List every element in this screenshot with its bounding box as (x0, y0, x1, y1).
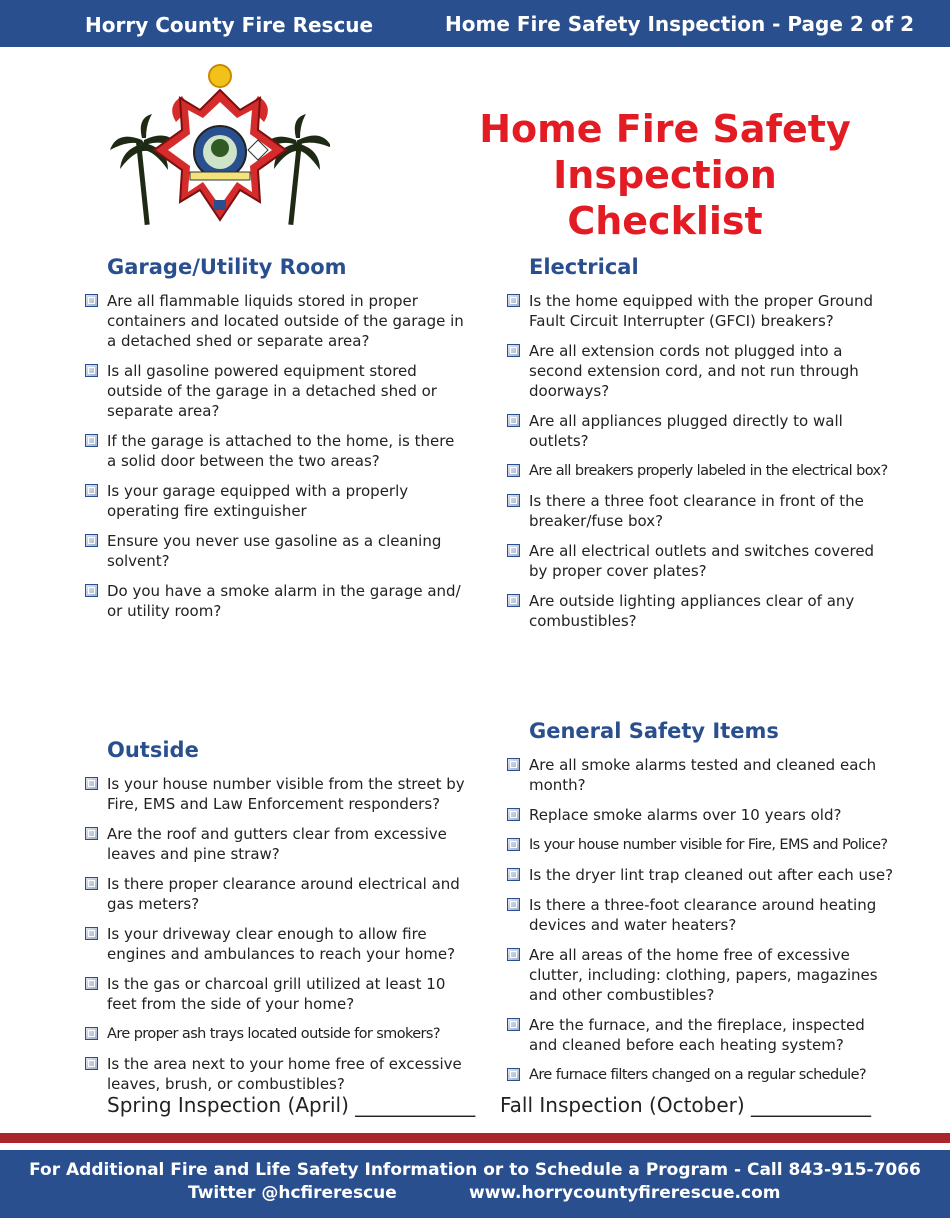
checklist-item (85, 581, 465, 621)
checklist-item (85, 1054, 465, 1094)
checkbox-icon[interactable] (507, 344, 520, 357)
item-text: Are furnace filters changed on a regular schedule? (529, 1067, 867, 1083)
checkbox-icon[interactable] (85, 777, 98, 790)
footer-website[interactable]: www.horrycountyfirerescue.com (469, 1183, 781, 1203)
checklist-item (507, 291, 897, 331)
checkbox-icon[interactable] (85, 484, 98, 497)
title-line-1: Home Fire Safety (479, 107, 851, 151)
checklist-item (507, 411, 897, 451)
checkbox-icon[interactable] (507, 758, 520, 771)
general-heading: General Safety Items (529, 719, 779, 743)
checklist-item (85, 974, 465, 1014)
item-text: Is the dryer lint trap cleaned out after each use? (529, 866, 894, 884)
checkbox-icon[interactable] (507, 594, 520, 607)
checklist-item (85, 531, 465, 571)
item-text: Is your garage equipped with a properly operating fire extinguisher (107, 482, 409, 520)
checkbox-icon[interactable] (85, 534, 98, 547)
item-text: Is there a three-foot clearance around heating devices and water heaters? (529, 896, 877, 934)
checklist-item (507, 865, 897, 885)
item-text: Is the gas or charcoal grill utilized at least 10 feet from the side of your home? (107, 975, 446, 1013)
electrical-heading: Electrical (529, 255, 639, 279)
checkbox-icon[interactable] (85, 434, 98, 447)
checklist-item (507, 945, 897, 1005)
item-text: Are the furnace, and the fireplace, inspected and cleaned before each heating system? (529, 1016, 865, 1054)
checkbox-icon[interactable] (85, 1027, 98, 1040)
checkbox-icon[interactable] (85, 294, 98, 307)
header-page-title: Home Fire Safety Inspection - Page 2 of 2 (445, 12, 915, 36)
general-section (507, 719, 897, 1095)
checkbox-icon[interactable] (507, 414, 520, 427)
checklist-item (507, 835, 897, 855)
checklist-item (507, 591, 897, 631)
spring-inspection-line[interactable]: Spring Inspection (April) ____________ (107, 1093, 476, 1117)
garage-heading: Garage/Utility Room (107, 255, 347, 279)
item-text: Is your driveway clear enough to allow fire engines and ambulances to reach your home? (107, 925, 456, 963)
checkbox-icon[interactable] (85, 1057, 98, 1070)
checkbox-icon[interactable] (85, 827, 98, 840)
fire-rescue-logo-icon (110, 60, 330, 240)
checkbox-icon[interactable] (85, 877, 98, 890)
checkbox-icon[interactable] (507, 1018, 520, 1031)
checklist-item (85, 824, 465, 864)
checkbox-icon[interactable] (85, 364, 98, 377)
checkbox-icon[interactable] (85, 927, 98, 940)
checklist-item (507, 805, 897, 825)
checklist-item (85, 361, 465, 421)
item-text: Is your house number visible from the street by Fire, EMS and Law Enforcement responders? (107, 775, 465, 813)
header-org: Horry County Fire Rescue (85, 13, 374, 37)
checklist-item (507, 341, 897, 401)
item-text: Are proper ash trays located outside for smokers? (107, 1026, 440, 1042)
checklist-item (507, 491, 897, 531)
item-text: Is the area next to your home free of excessive leaves, brush, or combustibles? (107, 1055, 462, 1093)
checkbox-icon[interactable] (507, 808, 520, 821)
checkbox-icon[interactable] (507, 544, 520, 557)
item-text: Are all breakers properly labeled in the electrical box? (529, 463, 888, 479)
item-text: Replace smoke alarms over 10 years old? (529, 806, 842, 824)
checklist-item (507, 541, 897, 581)
header-bar (0, 0, 950, 47)
checkbox-icon[interactable] (507, 898, 520, 911)
item-text: Are all electrical outlets and switches covered by proper cover plates? (529, 542, 875, 580)
outside-heading: Outside (107, 738, 199, 762)
title-line-2: Inspection Checklist (553, 153, 777, 243)
checkbox-icon[interactable] (507, 838, 520, 851)
item-text: If the garage is attached to the home, is there a solid door between the two areas? (107, 432, 455, 470)
item-text: Are all appliances plugged directly to wall outlets? (529, 412, 843, 450)
checklist-item (507, 895, 897, 935)
item-text: Is there a three foot clearance in front of the breaker/fuse box? (529, 492, 864, 530)
checkbox-icon[interactable] (507, 1068, 520, 1081)
checklist-item (85, 1024, 465, 1044)
electrical-section (507, 255, 897, 641)
item-text: Is the home equipped with the proper Ground Fault Circuit Interrupter (GFCI) breakers? (529, 292, 874, 330)
item-text: Are all extension cords not plugged into a second extension cord, and not run through doorways? (529, 342, 859, 400)
item-text: Are all areas of the home free of excessive clutter, including: clothing, papers, magazines and other combustibles? (529, 946, 878, 1004)
footer-twitter[interactable]: Twitter @hcfirerescue (188, 1183, 397, 1203)
checklist-item (507, 755, 897, 795)
item-text: Do you have a smoke alarm in the garage and/ or utility room? (107, 582, 461, 620)
checkbox-icon[interactable] (85, 584, 98, 597)
checkbox-icon[interactable] (507, 464, 520, 477)
item-text: Is there proper clearance around electrical and gas meters? (107, 875, 460, 913)
checkbox-icon[interactable] (85, 977, 98, 990)
checkbox-icon[interactable] (507, 294, 520, 307)
item-text: Are all flammable liquids stored in proper containers and located outside of the garage in a detached shed or separate area? (107, 292, 464, 350)
checklist-item (85, 481, 465, 521)
checklist-item (507, 1015, 897, 1055)
checkbox-icon[interactable] (507, 494, 520, 507)
garage-section (85, 255, 465, 631)
checklist-item (507, 1065, 897, 1085)
checklist-item (85, 874, 465, 914)
item-text: Ensure you never use gasoline as a cleaning solvent? (107, 532, 442, 570)
page-title (450, 106, 880, 244)
item-text: Are the roof and gutters clear from excessive leaves and pine straw? (107, 825, 447, 863)
checklist-item (85, 431, 465, 471)
footer-info: For Additional Fire and Life Safety Information or to Schedule a Program - Call 843-915-7066 (29, 1160, 921, 1180)
checklist-item (85, 774, 465, 814)
checklist-item (85, 291, 465, 351)
checklist-item (507, 461, 897, 481)
item-text: Is all gasoline powered equipment stored outside of the garage in a detached shed or separate area? (107, 362, 437, 420)
item-text: Are all smoke alarms tested and cleaned each month? (529, 756, 877, 794)
item-text: Are outside lighting appliances clear of any combustibles? (529, 592, 855, 630)
fall-inspection-line[interactable]: Fall Inspection (October) ____________ (500, 1093, 872, 1117)
item-text: Is your house number visible for Fire, EMS and Police? (529, 837, 888, 853)
divider-bar (0, 1133, 950, 1143)
checklist-item (85, 924, 465, 964)
outside-section (85, 738, 465, 1104)
checkbox-icon[interactable] (507, 868, 520, 881)
checkbox-icon[interactable] (507, 948, 520, 961)
footer-bar (0, 1150, 950, 1218)
